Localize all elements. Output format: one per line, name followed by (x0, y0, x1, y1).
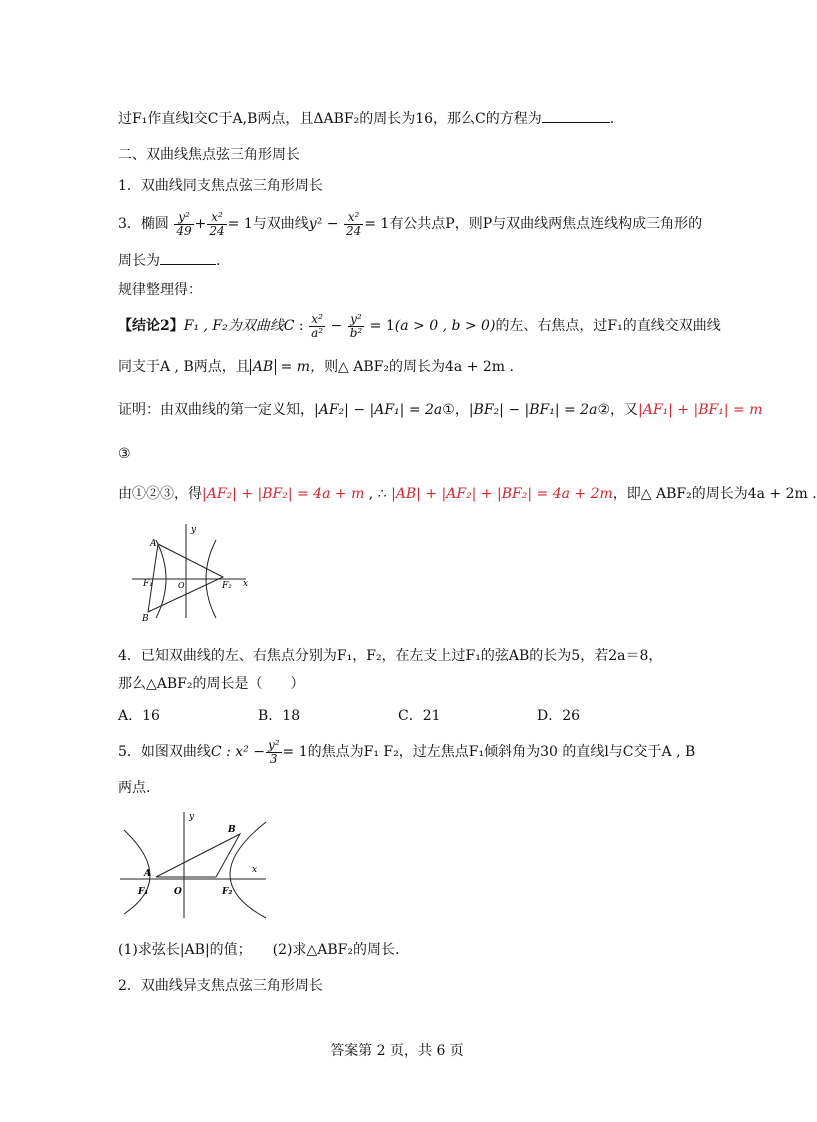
q3-mid: 与双曲线 (252, 216, 309, 232)
label-f2: F₂ (222, 581, 232, 591)
label-b: B (228, 825, 236, 835)
proof-line2 (118, 484, 817, 504)
q3-ellipse-frac2: $\frac{\text{x²}}{24}$ (209, 209, 225, 238)
label-y: y (189, 812, 195, 822)
q4-option-c[interactable]: C．21 (398, 708, 441, 724)
figure-hyperbola-q5 (118, 810, 278, 922)
proof-step-suffix: ，即△ ABF₂的周长为4a + 2m . (612, 486, 817, 502)
label-o: O (174, 887, 182, 897)
proof-step-prefix: 由①②③，得 (118, 486, 202, 502)
q5-part2: (2)求△ABF₂的周长. (272, 942, 400, 958)
label-f2: F₂ (222, 887, 233, 897)
q5-line1 (118, 738, 695, 766)
figure-hyperbola-same-branch (128, 522, 252, 622)
proof-line1: 证明：由双曲线的第一定义知，|AF₂| − |AF₁| = 2a①，|BF₂| − |BF₁| = 2a②，又|AF₁| + |BF₁| = m (118, 402, 763, 418)
page-footer: 答案第 2 页，共 6 页 (330, 1043, 464, 1059)
intro-text: 过F₁作直线l交C于A,B两点，且ΔABF₂的周长为16，那么C的方程为 (118, 111, 542, 127)
q3-line2 (118, 250, 220, 271)
proof-eq2: |BF₂| − |BF₁| = 2a (468, 402, 598, 418)
q5-prefix: 5．如图双曲线 (118, 744, 211, 760)
proof-eq1: |AF₂| − |AF₁| = 2a (314, 402, 443, 418)
q3-number: 3． (118, 216, 141, 232)
q4-line2: 那么△ABF₂的周长是（ ） (118, 676, 305, 692)
proof-intro: 证明：由双曲线的第一定义知， (118, 402, 314, 418)
q5-hyperbola: C : x² − (210, 744, 265, 760)
q5-parts (118, 940, 399, 960)
q3-line2-text: 周长为 (118, 253, 160, 269)
proof-also: 又 (624, 402, 639, 418)
q4-option-d[interactable]: D．26 (537, 708, 581, 724)
triangle-abf2 (156, 834, 240, 877)
q3-answer-blank[interactable] (160, 250, 216, 265)
intro-line (118, 108, 614, 129)
conclusion-line2: 同支于A , B两点，且 AB = m，则△ ABF₂的周长为4a + 2m . (118, 359, 514, 375)
q4-line1: 4．已知双曲线的左、右焦点分别为F₁，F₂，在左支上过F₁的弦AB的长为5，若2a＝8， (118, 648, 663, 664)
section-title: 二、双曲线焦点弦三角形周长 (118, 147, 300, 163)
conclusion-foci: F₁ , F₂为双曲线 (183, 318, 284, 334)
proof-mark1: ① (442, 402, 455, 418)
conclusion-frac-x: $\frac{\text{x²}}{\text{a²}}$ (311, 311, 324, 340)
q5-part1: (1)求弦长|AB|的值； (118, 942, 245, 958)
conclusion-frac-y: $\frac{\text{y²}}{\text{b²}}$ (349, 311, 363, 340)
conclusion-tag: 【结论2】 (118, 318, 184, 334)
q3-line1: 3．椭圆 $\frac{\text{y²}}{49}$ + $\frac{\text{x²}}{24}$ = 1与双曲线y² − $\frac{\text{x²}}{24}$ = 1有公共点P，则P与双曲线两焦点连线构成三角形的 (118, 209, 703, 238)
proof-step-eq1: |AF₂| + |BF₂| = 4a + m (202, 486, 365, 502)
proof-mark2: ② (597, 402, 611, 418)
conclusion-line2-b: 则△ ABF₂的周长为4a + 2m . (324, 359, 514, 375)
q5-suffix: 的焦点为F₁ F₂，过左焦点F₁倾斜角为30 的直线l与C交于A , B (307, 744, 696, 760)
q3-ellipse-frac1: $\frac{\text{y²}}{49}$ (176, 209, 192, 238)
q4-option-b[interactable]: B．18 (258, 708, 301, 724)
conclusion-line1: 【结论2】F₁ , F₂为双曲线C : $\frac{\text{x²}}{\text{a²}}$ − $\frac{\text{y²}}{\text{b²}}$ = 1(a > 0 , b > 0)的左、右焦点，过F₁的直线交双曲线 (118, 311, 721, 340)
conclusion-condition: (a > 0 , b > 0) (394, 318, 496, 334)
q3-suffix: 有公共点P，则P与双曲线两焦点连线构成三角形的 (389, 216, 703, 232)
subsection-2-title: 2．双曲线异支焦点弦三角形周长 (118, 978, 323, 994)
q5-hyperbola-end: = 1 (282, 744, 308, 760)
proof-therefore: , ∴ (364, 486, 392, 502)
subsection-1-title: 1．双曲线同支焦点弦三角形周长 (118, 178, 323, 194)
q3-prefix: 椭圆 (140, 216, 169, 232)
conclusion-line1-end: 的左、右焦点，过F₁的直线交双曲线 (495, 318, 721, 334)
q4-option-a[interactable]: A．16 (118, 708, 160, 724)
answer-blank[interactable] (542, 108, 610, 123)
label-x: x (243, 579, 249, 589)
label-y: y (191, 525, 197, 535)
label-f1: F₁ (143, 579, 153, 589)
label-a: A (150, 539, 157, 549)
conclusion-line2-a: 同支于A , B两点，且 (118, 359, 250, 375)
q5-line2: 两点. (118, 780, 151, 796)
label-x: x (252, 865, 258, 875)
rule-label: 规律整理得： (118, 282, 202, 298)
label-b: B (142, 614, 149, 624)
q3-hyperbola-frac: $\frac{\text{x²}}{24}$ (345, 209, 362, 238)
label-a: A (144, 869, 151, 879)
proof-step-eq2: |AB| + |AF₂| + |BF₂| = 4a + 2m (391, 486, 613, 502)
proof-eq3: |AF₁| + |BF₁| = m (638, 402, 763, 418)
label-f1: F₁ (138, 887, 149, 897)
q3-line2-end: . (216, 253, 221, 269)
q5-frac: $\frac{\text{y²}}{3}$ (267, 737, 280, 766)
label-o: O (178, 581, 185, 590)
intro-end: . (609, 111, 615, 127)
proof-mark3: ③ (118, 446, 131, 462)
